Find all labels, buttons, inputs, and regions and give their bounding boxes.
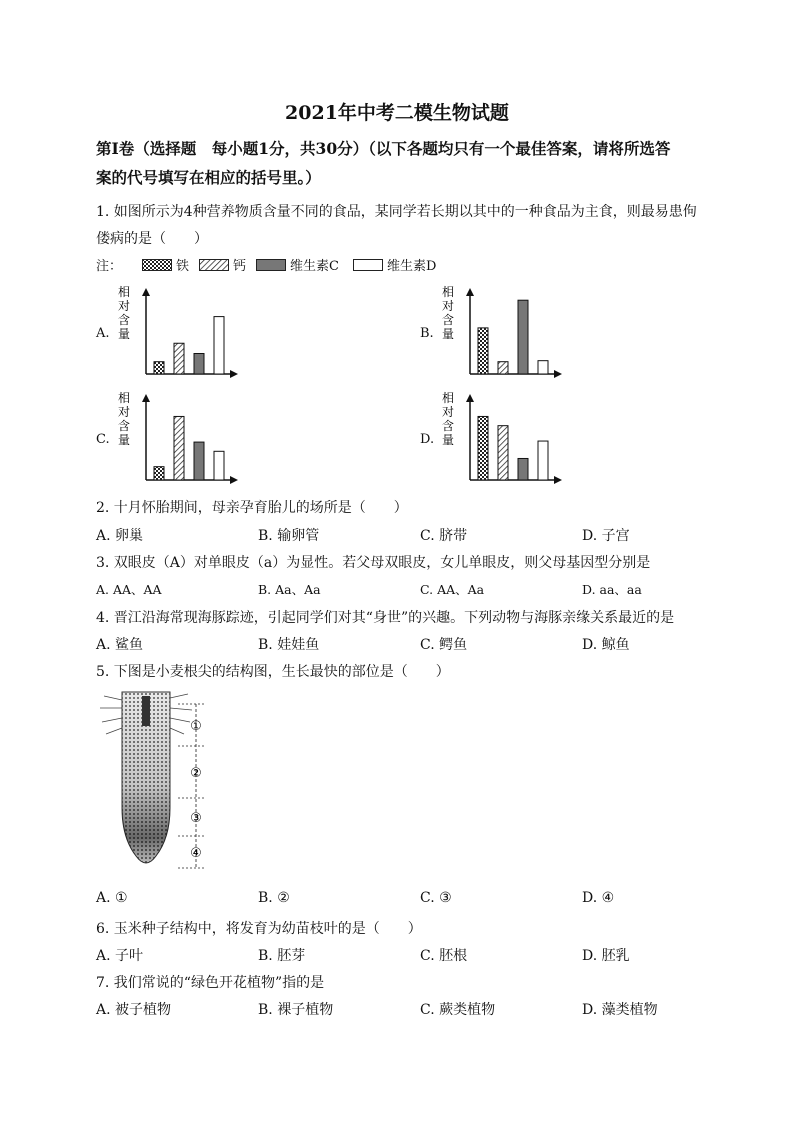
legend-label-vitd: 维生素D xyxy=(387,259,437,274)
y-axis-arrow-icon xyxy=(466,394,474,402)
bar-calcium xyxy=(174,343,184,374)
legend-prefix: 注： xyxy=(96,259,123,274)
root-zone-label-3: ③ xyxy=(190,811,202,826)
y-axis-label-char: 相 xyxy=(441,391,455,405)
chart-A-label: A. xyxy=(96,326,110,341)
question-7-option-a: A. 被子植物 xyxy=(96,1002,172,1018)
bar-iron xyxy=(154,467,164,480)
section-header xyxy=(96,134,706,192)
bar-calcium xyxy=(498,362,508,374)
root-vascular-core xyxy=(142,696,150,726)
root-zone-label-2: ② xyxy=(190,766,202,781)
question-6-stem: 6. 玉米种子结构中，将发育为幼苗枝叶的是（ ） xyxy=(96,921,422,937)
y-axis-arrow-icon xyxy=(142,394,150,402)
bar-calcium xyxy=(174,416,184,480)
page-title: 2021年中考二模生物试题 xyxy=(285,102,509,124)
x-axis-arrow-icon xyxy=(554,370,562,378)
y-axis-label-char: 含 xyxy=(117,419,131,433)
y-axis-label-char: 相 xyxy=(441,285,455,299)
question-6-option-d: D. 胚乳 xyxy=(582,948,630,964)
question-5-option-a: A. ① xyxy=(96,890,128,906)
question-5-option-d: D. ④ xyxy=(582,890,615,906)
question-2-option-d: D. 子宫 xyxy=(582,528,630,544)
y-axis-label-char: 量 xyxy=(441,327,455,341)
x-axis-arrow-icon xyxy=(230,476,238,484)
section-header-line1: 第Ⅰ卷（选择题 每小题1分，共30分）（以下各题均只有一个最佳答案，请将所选答 xyxy=(96,139,671,158)
y-axis-arrow-icon xyxy=(466,288,474,296)
question-5-stem: 5. 下图是小麦根尖的结构图，生长最快的部位是（ ） xyxy=(96,664,450,680)
chart-A-plot xyxy=(114,282,244,382)
bar-vitamin-c xyxy=(194,354,204,375)
question-2-option-a: A. 卵巢 xyxy=(96,528,144,544)
bar-vitamin-d xyxy=(538,361,548,374)
question-7-stem: 7. 我们常说的“绿色开花植物”指的是 xyxy=(96,975,325,991)
question-7-option-c: C. 蕨类植物 xyxy=(420,1002,496,1018)
question-4-option-a: A. 鲨鱼 xyxy=(96,637,144,653)
y-axis-label-char: 含 xyxy=(441,313,455,327)
legend-swatch-calcium xyxy=(199,259,229,271)
root-zone-label-1: ① xyxy=(190,719,202,734)
question-3-option-b: B. Aa、Aa xyxy=(258,582,321,597)
question-6-option-a: A. 子叶 xyxy=(96,948,144,964)
chart-B-plot xyxy=(438,282,568,382)
chart-C-plot xyxy=(114,388,244,488)
question-3-option-d: D. aa、aa xyxy=(582,582,642,597)
chart-C-label: C. xyxy=(96,432,110,447)
question-7-option-b: B. 裸子植物 xyxy=(258,1002,334,1018)
bar-vitamin-d xyxy=(214,317,224,374)
y-axis-label-char: 相 xyxy=(117,285,131,299)
question-4-option-c: C. 鳄鱼 xyxy=(420,637,468,653)
y-axis-label-char: 对 xyxy=(117,405,131,419)
question-3-option-c: C. AA、Aa xyxy=(420,582,485,597)
bar-vitamin-c xyxy=(518,458,528,480)
question-6-option-c: C. 胚根 xyxy=(420,948,468,964)
y-axis-label-char: 含 xyxy=(441,419,455,433)
root-zone-label-4: ④ xyxy=(190,846,202,861)
legend-swatch-iron xyxy=(142,259,172,271)
section-header-line2: 案的代号填写在相应的括号里。） xyxy=(96,168,321,187)
question-5-option-c: C. ③ xyxy=(420,890,452,906)
question-1-line1: 1. 如图所示为4种营养物质含量不同的食品，某同学若长期以其中的一种食品为主食，则最易患佝 xyxy=(96,204,697,220)
question-4-option-d: D. 鲸鱼 xyxy=(582,637,630,653)
y-axis-arrow-icon xyxy=(142,288,150,296)
y-axis-label-char: 量 xyxy=(117,327,131,341)
legend-label-calcium: 钙 xyxy=(233,259,247,274)
question-2-option-b: B. 输卵管 xyxy=(258,528,320,544)
question-3-stem: 3. 双眼皮（A）对单眼皮（a）为显性。若父母双眼皮，女儿单眼皮，则父母基因型分别是 xyxy=(96,555,651,571)
question-4-option-b: B. 娃娃鱼 xyxy=(258,637,320,653)
y-axis-label-char: 对 xyxy=(117,299,131,313)
bar-vitamin-c xyxy=(194,442,204,480)
question-3-option-a: A. AA、AA xyxy=(96,582,162,597)
chart-legend xyxy=(96,255,436,274)
question-1-line2: 偻病的是（ ） xyxy=(96,231,208,247)
bar-vitamin-d xyxy=(538,441,548,480)
question-6-option-b: B. 胚芽 xyxy=(258,948,306,964)
y-axis-label-char: 相 xyxy=(117,391,131,405)
root-tip-diagram xyxy=(96,688,216,878)
question-7-option-d: D. 藻类植物 xyxy=(582,1002,658,1018)
question-2-option-c: C. 脐带 xyxy=(420,528,468,544)
bar-iron xyxy=(154,362,164,374)
x-axis-arrow-icon xyxy=(230,370,238,378)
question-4-stem: 4. 晋江沿海常现海豚踪迹，引起同学们对其“身世”的兴趣。下列动物与海豚亲缘关系最近的是 xyxy=(96,610,675,626)
x-axis-arrow-icon xyxy=(554,476,562,484)
chart-D-plot xyxy=(438,388,568,488)
y-axis-label-char: 含 xyxy=(117,313,131,327)
y-axis-label-char: 对 xyxy=(441,299,455,313)
bar-vitamin-c xyxy=(518,300,528,374)
bar-iron xyxy=(478,328,488,374)
y-axis-label-char: 量 xyxy=(441,433,455,447)
legend-swatch-vitc xyxy=(256,259,286,271)
bar-iron xyxy=(478,416,488,480)
chart-D-label: D. xyxy=(420,432,435,447)
legend-label-vitc: 维生素C xyxy=(290,259,339,274)
bar-vitamin-d xyxy=(214,451,224,480)
bar-calcium xyxy=(498,426,508,480)
legend-swatch-vitd xyxy=(353,259,383,271)
chart-B-label: B. xyxy=(420,326,434,341)
question-5-option-b: B. ② xyxy=(258,890,290,906)
legend-label-iron: 铁 xyxy=(176,259,190,274)
y-axis-label-char: 对 xyxy=(441,405,455,419)
question-2-stem: 2. 十月怀胎期间，母亲孕育胎儿的场所是（ ） xyxy=(96,500,408,516)
y-axis-label-char: 量 xyxy=(117,433,131,447)
